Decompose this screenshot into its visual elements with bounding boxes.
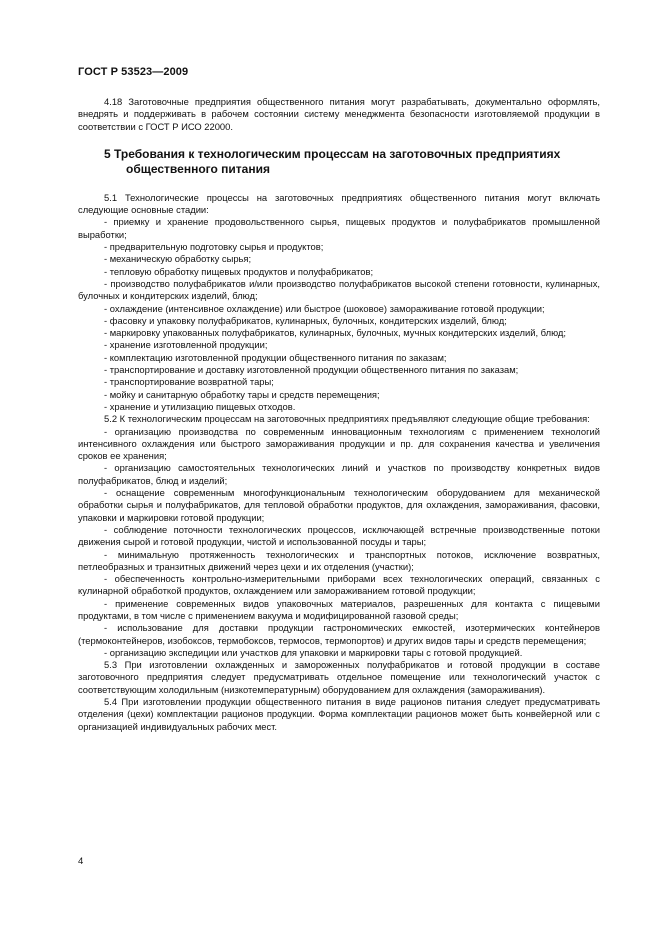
stage-item: - предварительную подготовку сырья и продуктов; [104,241,324,253]
requirement-item: - соблюдение поточности технологических процессов, исключающей встречные производственные потоки движения сырой и готовой продукции, чистой и использованной посуды и тары; [78,523,600,548]
paragraph-5-1-intro: 5.1 Технологические процессы на заготовочных предприятиях общественного питания могут включать следующие основные стадии: [78,191,600,216]
section-5-heading: 5 Требования к технологическим процессам на заготовочных предприятиях общественного питания [104,146,561,176]
stage-item: - приемку и хранение продовольственного сырья, пищевых продуктов и полуфабрикатов промышленной выработки; [78,216,600,240]
stage-item: - механическую обработку сырья; [104,253,252,265]
paragraph-4-18: 4.18 Заготовочные предприятия общественного питания могут разрабатывать, документально оформлять, внедрять и поддерживать в рабочем состоянии систему менеджмента безопасности изготовляемой продукции в соответствии с ГОСТ Р ИСО 22000. [78,96,600,132]
stage-item: - фасовку и упаковку полуфабрикатов, кулинарных, булочных, кондитерских изделий, блюд; [104,314,507,326]
paragraph-5-2-intro: 5.2 К технологическим процессам на заготовочных предприятиях предъявляют следующие общие требования: [104,413,590,425]
paragraph-5-4: 5.4 При изготовлении продукции общественного питания в виде рационов питания следует предусматривать отделения (цехи) комплектации рационов продукции. Форма комплектации рационов может быть конвейерной или с организацией индивидуальных рабочих мест. [78,696,600,732]
stage-item: - производство полуфабрикатов и/или производство полуфабрикатов высокой степени готовности, кулинарных, булочных и кондитерских изделий, блюд; [78,277,600,302]
document-body [78,96,600,733]
stage-item: - хранение и утилизацию пищевых отходов. [104,400,296,412]
requirement-item: - организацию производства по современным инновационным технологиям с применением технологий интенсивного охлаждения или быстрого замораживания продукции и пр. для сохранения качества и увеличения сроков ее хранения; [78,425,600,462]
stage-item: - транспортирование возвратной тары; [104,376,274,388]
requirement-item: - обеспеченность контрольно-измерительными приборами всех технологических операций, связанных с кулинарной обработкой продуктов, охлаждением или замораживанием готовой продукции; [78,573,600,597]
requirement-item: - минимальную протяженность технологических и транспортных потоков, исключение возвратных, петлеобразных и транзитных движений через цехи и их отделения (участки); [78,548,600,572]
requirement-item: - организацию самостоятельных технологических линий и участков по производству конкретных видов полуфабрикатов, блюд и изделий; [78,462,600,486]
stage-item: - транспортирование и доставку изготовленной продукции общественного питания по заказам; [104,364,519,376]
stage-item: - охлаждение (интенсивное охлаждение) или быстрое (шоковое) замораживание готовой продукции; [104,302,545,314]
document-header-code: ГОСТ Р 53523—2009 [78,66,189,78]
stage-item: - маркировку упакованных полуфабрикатов, кулинарных, булочных, мучных кондитерских изделий, блюд; [104,327,566,339]
requirement-item: - организацию экспедиции или участков для упаковки и маркировки тары с готовой продукцией. [104,646,523,658]
requirement-item: - использование для доставки продукции гастрономических емкостей, изотермических контейнеров (термоконтейнеров, изобоксов, термобоксов, термосов, термопортов) и других видов тары и средств перемещения; [78,622,600,646]
requirement-item: - применение современных видов упаковочных материалов, разрешенных для контакта с пищевыми продуктами, в том числе с применением вакуума и модифицированной газовой среды; [78,597,600,621]
stage-item: - мойку и санитарную обработку тары и средств перемещения; [104,388,380,400]
page-number: 4 [78,856,84,867]
stage-item: - хранение изготовленной продукции; [104,339,268,351]
stage-item: - комплектацию изготовленной продукции общественного питания по заказам; [104,351,447,363]
requirement-item: - оснащение современным многофункциональным технологическим оборудованием для механической обработки сырья и полуфабрикатов, для тепловой обработки продуктов, для охлаждения, замораживания, фасовки, упаковки и маркировки готовой продукции; [78,487,600,523]
stage-item: - тепловую обработку пищевых продуктов и полуфабрикатов; [104,265,374,277]
paragraph-5-3: 5.3 При изготовлении охлажденных и замороженных полуфабрикатов и готовой продукции в составе заготовочного предприятия следует предусматривать отдельное помещение или технологический участок с соответствующим холодильным (низкотемпературным) оборудованием для охлаждения (замораживания). [78,659,600,695]
